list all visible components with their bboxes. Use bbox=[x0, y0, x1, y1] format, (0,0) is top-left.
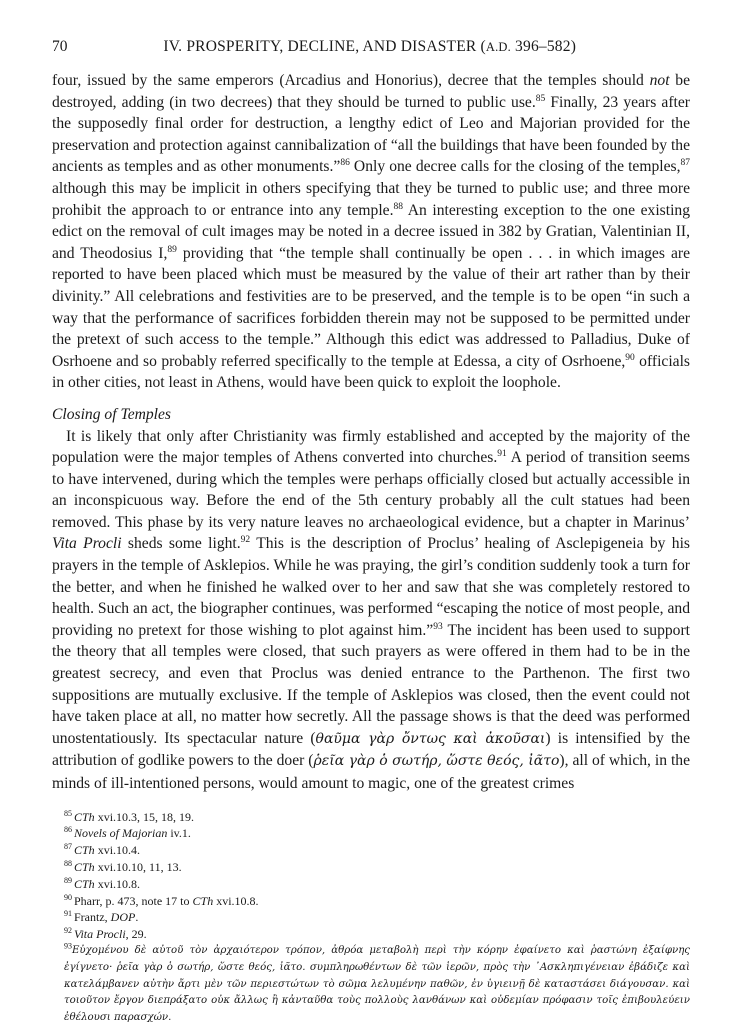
greek-quote-1: θαῦμα γὰρ ὄντως καὶ ἀκοῦσαι bbox=[315, 730, 546, 747]
paragraph-2: It is likely that only after Christianity was firmly established and accepted by the majority of the population were the major temples of Athens converted into churches.$^{91}$ A period of transition seems to have intervened, during which the temples were perhaps officially closed but actually accessible in an inconspicuous way. Before the end of the 5th century probably all the cult statues had been removed. This phase by its very nature leaves no archaeological evidence, but a chapter in Marinus’ Vita Procli sheds some light.$^{92}$ This is the description of Proclus’ healing of Asclepigeneia by his prayers in the temple of Asklepios. While he was praying, the girl’s condition suddenly took a turn for the better, and when he finished he walked over to her and saw that she was completely restored to health. Such an act, the biographer continues, was performed “escaping the notice of most people, and providing no pretext for those wishing to plot against him.”$^{93}$ The incident has been used to support the theory that all temples were closed, that such prayers as were offered in them had to be in the greatest secrecy, and even that Proclus was denied entrance to the Parthenon. The first two suppositions are mutually exclusive. If the temple of Asklepios was closed, then the event could not have taken place at all, no matter how secretly. All the passage shows is that the deed was performed unostentatiously. Its spectacular nature (θαῦμα γὰρ ὄντως καὶ ἀκοῦσαι) is intensified by the attribution of godlike powers to the doer (ῥεῖα γὰρ ὁ σωτήρ, ὥστε θεός, ἰᾶτο), all of which, in the minds of ill-intentioned persons, would amount to magic, one of the greatest crimes bbox=[52, 427, 691, 792]
footnote-85: $^{85}$ CTh xvi.10.3, 15, 18, 19. bbox=[64, 808, 195, 824]
greek-quote-2: ῥεῖα γὰρ ὁ σωτήρ, ὥστε θεός, ἰᾶτο bbox=[313, 753, 560, 770]
page-number: 70 bbox=[52, 38, 68, 55]
footnote-91: $^{91}$ Frantz, DOP. bbox=[64, 909, 139, 925]
section-heading: Closing of Temples bbox=[52, 405, 171, 423]
main-text bbox=[52, 70, 690, 795]
running-head bbox=[52, 38, 690, 60]
footnotes bbox=[52, 809, 690, 1027]
footnote-ref-86[interactable]: 86 bbox=[340, 158, 350, 169]
footnote-90: $^{90}$ Pharr, p. 473, note 17 to CTh xvi.10.8. bbox=[64, 892, 259, 908]
footnote-ref-92[interactable]: 92 bbox=[240, 535, 251, 546]
footnote-ref-90[interactable]: 90 bbox=[625, 352, 635, 363]
footnote-ref-93[interactable]: 93 bbox=[433, 621, 443, 632]
footnote-ref-91[interactable]: 91 bbox=[497, 448, 507, 459]
footnote-86: $^{86}$ Novels of Majorian iv.1. bbox=[64, 825, 191, 841]
footnote-ref-88[interactable]: 88 bbox=[393, 201, 403, 212]
paragraph-1: four, issued by the same emperors (Arcadius and Honorius), decree that the temples should not be destroyed, adding (in two decrees) that they should be turned to public use.$^{85}$ Finally, 23 years after the supposedly final order for destruction, a lengthy edict of Leo and Majorian provided for the preservation and protection against cannibalization of “all the buildings that have been founded by the ancients as temples and as other monuments.”$^{86}$ Only one decree calls for the closing of the temples,$^{87}$ although this may be implicit in others specifying that they be turned to public use; and three more prohibit the approach to or entrance into any temple.$^{88}$ An interesting exception to the one existing edict on the removal of cult images may be noted in a decree issued in 382 by Gratian, Valentinian II, and Theodosius I,$^{89}$ providing that “the temple shall continually be open . . . in which images are reported to have been placed which must be measured by the value of their art rather than by their divinity.” All celebrations and festivities are to be preserved, and the temple is to be open “in such a way that the performance of sacrifices forbidden therein may not be supposed to be permitted under the pretext of such access to the temple.” Although this edict was addressed to Palladius, Duke of Osrhoene and so probably referred specifically to the temple at Edessa, a city of Osrhoene,$^{90}$ officials in other cities, not least in Athens, would have been quick to exploit the loophole. bbox=[52, 72, 690, 392]
footnote-88: $^{88}$ CTh xvi.10.10, 11, 13. bbox=[64, 858, 182, 874]
footnote-87: $^{87}$ CTh xvi.10.4. bbox=[64, 842, 141, 858]
footnote-89: $^{89}$ CTh xvi.10.8. bbox=[64, 875, 141, 891]
era-abbrev: A.D. bbox=[485, 40, 511, 54]
footnote-93-greek-text: Εὐχομένου δὲ αὐτοῦ τὸν ἀρχαιότερον τρόπον, ἀθρόα μεταβολὴ περὶ τὴν κόρην ἐφαίνετο καὶ ῥαστώνη ἐξαίφνης ἐγίγνετο· ῥεῖα γὰρ ὁ σωτήρ, ὥστε θεός, ἰᾶτο. συμπληρωθέντων δὲ τῶν ἱερῶν, πρὸς τὴν ᾿Ασκληπιγένειαν ἐβάδιζε καὶ κατελάμβανεν αὐτὴν ἄρτι μὲν τῶν περιεστώτων τὸ σῶμα λελυμένην παθῶν, ἐν ὑγιεινῇ δὲ καταστάσει διάγουσαν. καὶ τοιοῦτον ἔργον διεπράξατο οὐκ ἄλλως ἢ κἀνταῦθα τοὺς πολλοὺς λανθάνων καὶ οὐδεμίαν πρόφασιν τοῖς ἐπιβουλεύειν ἐθέλουσι παρασχών. bbox=[64, 944, 690, 1024]
footnote-ref-87[interactable]: 87 bbox=[680, 158, 690, 169]
book-page bbox=[52, 38, 690, 1027]
footnote-ref-89[interactable]: 89 bbox=[167, 244, 177, 255]
footnote-ref-85[interactable]: 85 bbox=[535, 93, 546, 104]
chapter-title: IV. PROSPERITY, DECLINE, AND DISASTER (A.D. 396–582) bbox=[163, 38, 577, 55]
footnote-92: $^{92}$ Vita Procli, 29. bbox=[64, 926, 147, 942]
footnote-93: $^{93}$Εὐχομένου δὲ αὐτοῦ τὸν ἀρχαιότερον τρόπον, ἀθρόα μεταβολὴ περὶ τὴν κόρην ἐφαίνετο καὶ ῥαστώνη ἐξαίφνης ἐγίγνετο· ῥεῖα γὰρ ὁ σωτήρ, ὥστε θεός, ἰᾶτο. συμπληρωθέντων δὲ τῶν ἱερῶν, πρὸς τὴν ᾿Ασκληπιγένειαν ἐβάδιζε καὶ κατελάμβανεν αὐτὴν ἄρτι μὲν τῶν περιεστώτων τὸ σῶμα λελυμένην παθῶν, ἐν ὑγιεινῇ δὲ καταστάσει διάγουσαν. καὶ τοιοῦτον ἔργον διεπράξατο οὐκ ἄλλως ἢ κἀνταῦθα τοὺς πολλοὺς λανθάνων καὶ οὐδεμίαν πρόφασιν τοῖς ἐπιβουλεύειν ἐθέλουσι παρασχών. bbox=[64, 941, 690, 1024]
